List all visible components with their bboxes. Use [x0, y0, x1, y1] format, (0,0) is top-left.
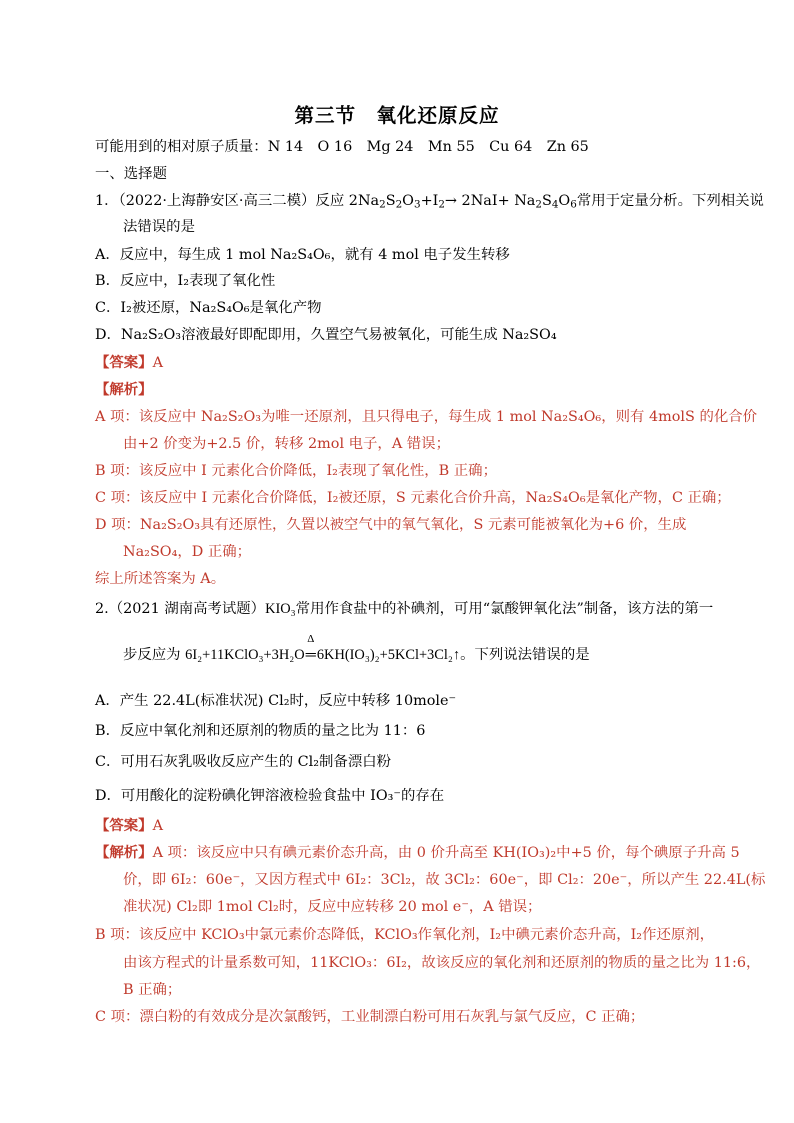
q1-option-b: B．反应中，I₂表现了氧化性 — [95, 273, 276, 289]
q1-analysis-label: 【解析】 — [95, 381, 153, 398]
q1-answer-label: 【答案】 — [95, 354, 153, 371]
q2-stem-line2 — [123, 633, 590, 665]
q1-option-a: A．反应中，每生成 1 mol Na₂S₄O₆，就有 4 mol 电子发生转移 — [95, 247, 510, 263]
q1-analysis-c: C 项：该反应中 I 元素化合价降低，I₂被还原，S 元素化合价升高，Na₂S₄O₆是氧化产物，C 正确； — [95, 490, 731, 506]
q2-analysis-c: C 项：漂白粉的有效成分是次氯酸钙，工业制漂白粉可用石灰乳与氯气反应，C 正确； — [95, 1009, 645, 1025]
q2-analysis-b1: B 项：该反应中 KClO₃中氯元素价态降低，KClO₃作氧化剂，I₂中碘元素价态升高，I₂作还原剂， — [95, 927, 715, 943]
q1-analysis-a1: A 项：该反应中 Na₂S₂O₃为唯一还原剂，且只得电子，每生成 1 mol Na₂S₄O₆，则有 4molS 的化合价 — [95, 409, 758, 425]
q2-analysis-a3: 准状况) Cl₂即 1mol Cl₂时，反应中应转移 20 mol e⁻，A 错误； — [123, 899, 542, 915]
q2-option-b: B．反应中氧化剂和还原剂的物质的量之比为 11：6 — [95, 723, 426, 739]
q1-option-c: C．I₂被还原，Na₂S₄O₆是氧化产物 — [95, 300, 322, 316]
q1-analysis-d2: Na₂SO₄，D 正确； — [123, 544, 252, 560]
q2-stem-suffix: 。下列说法错误的是 — [460, 647, 590, 663]
q1-option-d: D．Na₂S₂O₃溶液最好即配即用，久置空气易被氧化，可能生成 Na₂SO₄ — [95, 327, 557, 343]
section-heading: 一、选择题 — [95, 166, 167, 182]
q2-equation — [185, 633, 461, 663]
q2-equation-condition — [305, 633, 316, 665]
q2-option-c: C．可用石灰乳吸收反应产生的 Cl₂制备漂白粉 — [95, 754, 391, 770]
q2-analysis-a2: 价，即 6I₂：60e⁻，又因方程式中 6I₂：3Cl₂，故 3Cl₂：60e⁻，即 Cl₂：20e⁻，所以产生 22.4L(标 — [123, 872, 766, 888]
q2-equation-products: 6KH(IO₃)₂+5KCl+3Cl₂↑ — [316, 647, 461, 663]
q2-analysis-b2: 由该方程式的计量系数可知，11KClO₃：6I₂，故该反应的氧化剂和还原剂的物质的量之比为 11:6， — [123, 955, 761, 971]
q2-analysis-a1-line — [95, 844, 740, 863]
q2-equation-arrow: ═ — [305, 647, 316, 663]
q1-source: 1．（2022·上海静安区·高三二模） — [95, 193, 316, 209]
q1-summary: 综上所述答案为 A。 — [95, 571, 226, 587]
q2-analysis-label: 【解析】 — [95, 844, 153, 861]
q2-answer-label: 【答案】 — [95, 817, 153, 834]
q1-stem-line1 — [95, 192, 764, 211]
q1-equation: $2Na_2S_2O_3+I_2\to 2NaI+ Na_2S_4O_6$ — [348, 193, 577, 211]
page-title: 第三节 氧化还原反应 — [294, 104, 500, 127]
q2-source: 2.（2021 湖南高考试题） — [95, 601, 266, 617]
q1-analysis-b: B 项：该反应中 I 元素化合价降低，I₂表现了氧化性，B 正确； — [95, 463, 497, 479]
q2-analysis-b3: B 正确； — [123, 982, 182, 998]
q1-stem-line2: 法错误的是 — [123, 219, 195, 235]
q1-answer-value: A — [152, 355, 163, 371]
q1-stem-text-1: 反应 — [315, 193, 345, 209]
q2-formula: KIO₃ — [265, 601, 296, 617]
q2-answer — [95, 817, 163, 836]
q1-answer — [95, 354, 163, 373]
q2-stem-text: 常用作食盐中的补碘剂，可用“氯酸钾氧化法”制备，该方法的第一 — [295, 601, 714, 617]
q2-answer-value: A — [152, 818, 163, 834]
q2-analysis-a1: A 项：该反应中只有碘元素价态升高，由 0 价升高至 KH(IO₃)₂中+5 价，每个碘原子升高 5 — [152, 845, 740, 861]
q1-analysis-d1: D 项：Na₂S₂O₃具有还原性，久置以被空气中的氧气氧化，S 元素可能被氧化为+6 价，生成 — [95, 517, 687, 533]
q1-stem-text-2: 常用于定量分析。下列相关说 — [576, 193, 764, 209]
q2-equation-reactants: 6I₂+11KClO₃+3H₂O — [185, 647, 305, 663]
q2-option-a: A．产生 22.4L(标准状况) Cl₂时，反应中转移 10mole⁻ — [95, 693, 457, 709]
q2-option-d: D．可用酸化的淀粉碘化钾溶液检验食盐中 IO₃⁻的存在 — [95, 788, 445, 804]
q2-stem-line1 — [95, 600, 713, 619]
q2-stem-prefix: 步反应为 — [123, 647, 181, 663]
q2-equation-delta: Δ — [307, 633, 315, 645]
q1-analysis-a2: 由+2 价变为+2.5 价，转移 2mol 电子，A 错误； — [123, 436, 450, 452]
atomic-mass-line: 可能用到的相对原子质量：N 14 O 16 Mg 24 Mn 55 Cu 64 Zn 65 — [95, 139, 589, 155]
